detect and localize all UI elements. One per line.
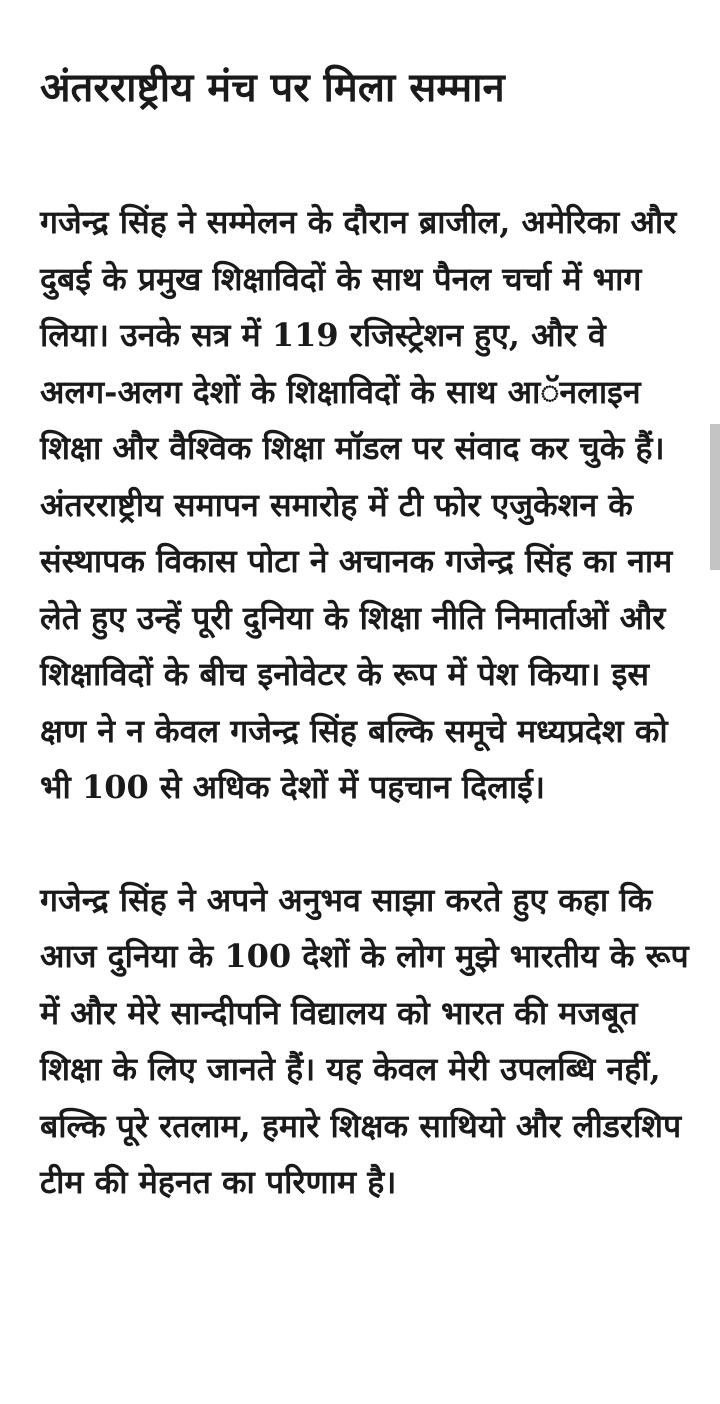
scrollbar-thumb[interactable] — [710, 424, 720, 570]
article-paragraph: गजेन्द्र सिंह ने अपने अनुभव साझा करते हुए कहा कि आज दुनिया के 100 देशों के लोग मुझे भारतीय के रूप में और मेरे सान्दीपनि विद्यालय को भारत की मजबूत शिक्षा के लिए जानते हैं। यह केवल मेरी उपलब्धि नहीं, बल्कि पूरे रतलाम, हमारे शिक्षक साथियो और लीडरशिप टीम की मेहनत का परिणाम है। — [40, 880, 689, 1201]
article-paragraph: गजेन्द्र सिंह ने सम्मेलन के दौरान ब्राजील, अमेरिका और दुबई के प्रमुख शिक्षाविदों के साथ पैनल चर्चा में भाग लिया। उनके सत्र में 119 रजिस्ट्रेशन हुए, और वे अलग-अलग देशों के शिक्षाविदों के साथ आॅनलाइन शिक्षा और वैश्विक शिक्षा मॉडल पर संवाद कर चुके हैं। अंतरराष्ट्रीय समापन समारोह में टी फोर एजुकेशन के संस्थापक विकास पोटा ने अचानक गजेन्द्र सिंह का नाम लेते हुए उन्हें पूरी दुनिया के शिक्षा नीति निमार्ताओं और शिक्षाविदों के बीच इनोवेटर के रूप में पेश किया। इस क्षण ने न केवल गजेन्द्र सिंह बल्कि समूचे मध्यप्रदेश को भी 100 से अधिक देशों में पहचान दिलाई। — [40, 203, 677, 806]
article-headline: अंतरराष्ट्रीय मंच पर मिला सम्मान — [40, 64, 505, 111]
article — [40, 58, 690, 1211]
